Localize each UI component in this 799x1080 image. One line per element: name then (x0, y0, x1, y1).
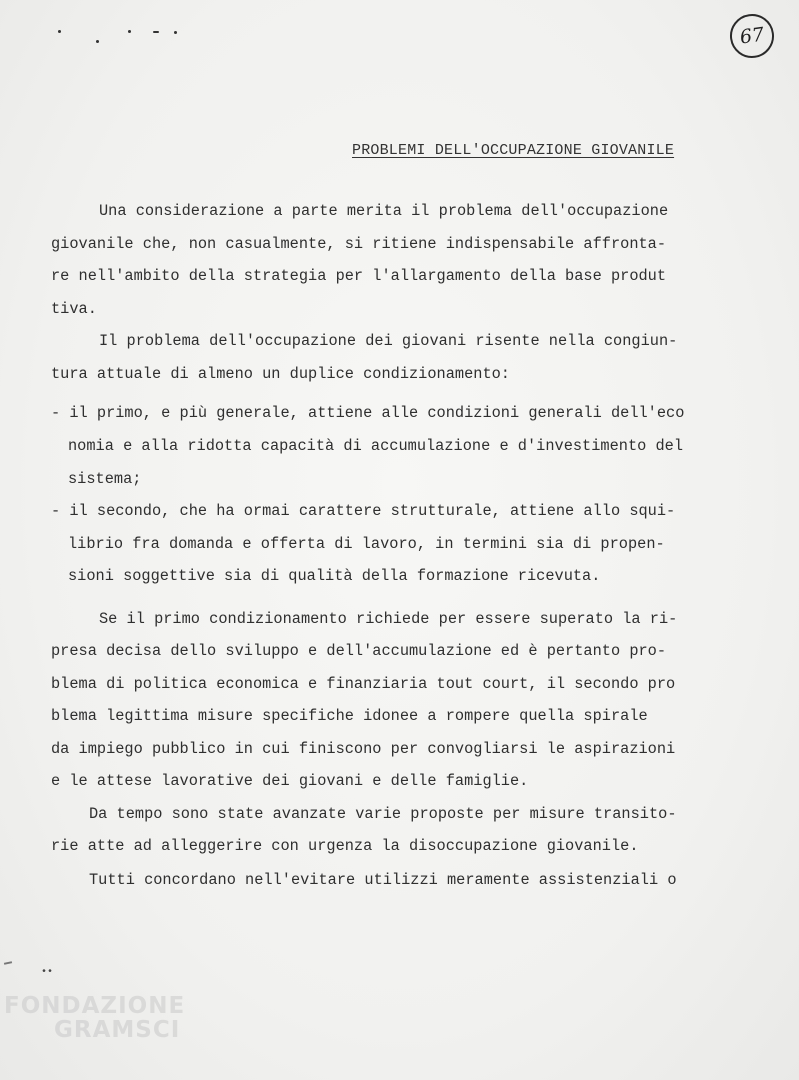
margin-mark (4, 961, 12, 965)
ink-specks (56, 26, 196, 46)
text-line: Se il primo condizionamento richiede per essere superato la ri- (99, 610, 678, 628)
text-line: sistema; (68, 470, 142, 488)
text-line: re nell'ambito della strategia per l'allargamento della base produt (51, 267, 667, 285)
document-title: PROBLEMI DELL'OCCUPAZIONE GIOVANILE (352, 142, 675, 159)
text-line: Tutti concordano nell'evitare utilizzi meramente assistenziali o (89, 871, 677, 889)
text-line: Il problema dell'occupazione dei giovani risente nella congiun- (99, 332, 678, 350)
bullet-line: - il secondo, che ha ormai carattere strutturale, attiene allo squi- (51, 502, 676, 520)
text-line: presa decisa dello sviluppo e dell'accumulazione ed è pertanto pro- (51, 642, 667, 660)
text-line: rie atte ad alleggerire con urgenza la disoccupazione giovanile. (51, 837, 639, 855)
bullet-line: - il primo, e più generale, attiene alle condizioni generali dell'eco (51, 404, 685, 422)
text-line: blema legittima misure specifiche idonee a rompere quella spirale (51, 707, 648, 725)
text-line: nomia e alla ridotta capacità di accumulazione e d'investimento del (68, 437, 684, 455)
text-line: e le attese lavorative dei giovani e delle famiglie. (51, 772, 529, 790)
text-line: tiva. (51, 300, 97, 318)
text-line: librio fra domanda e offerta di lavoro, in termini sia di propen- (68, 535, 665, 553)
watermark-logo (4, 994, 185, 1042)
text-line: giovanile che, non casualmente, si ritiene indispensabile affronta- (51, 235, 667, 253)
text-line: Una considerazione a parte merita il problema dell'occupazione (99, 202, 669, 220)
ink-dot: •• (41, 967, 54, 978)
text-line: tura attuale di almeno un duplice condizionamento: (51, 365, 510, 383)
watermark-line: FONDAZIONE (4, 993, 186, 1019)
watermark-line: GRAMSCI (54, 1017, 181, 1043)
page-number-stamp: 67 (727, 11, 777, 61)
text-line: blema di politica economica e finanziaria tout court, il secondo pro (51, 675, 676, 693)
text-line: sioni soggettive sia di qualità della formazione ricevuta. (68, 567, 601, 585)
text-line: da impiego pubblico in cui finiscono per convogliarsi le aspirazioni (51, 740, 676, 758)
text-line: Da tempo sono state avanzate varie proposte per misure transito- (89, 805, 677, 823)
